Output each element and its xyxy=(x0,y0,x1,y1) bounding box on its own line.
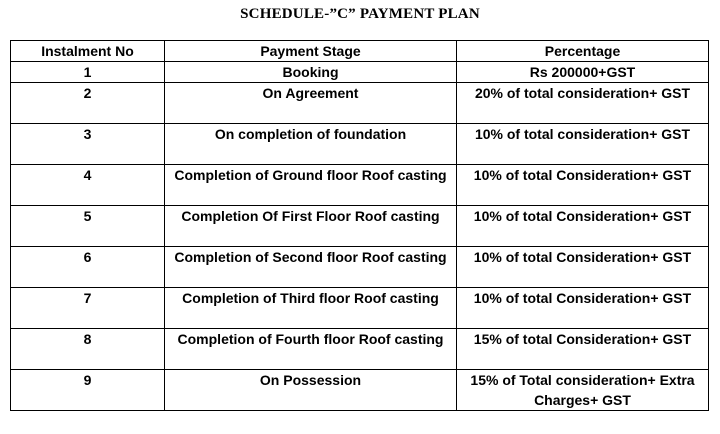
table-row xyxy=(11,165,709,206)
header-payment-stage: Payment Stage xyxy=(165,41,457,62)
table-row xyxy=(11,124,709,165)
table-row xyxy=(11,288,709,329)
payment-stage-cell: Completion of Fourth floor Roof casting xyxy=(165,329,457,370)
percentage-cell: 10% of total Consideration+ GST xyxy=(457,206,709,247)
percentage-cell: 15% of total Consideration+ GST xyxy=(457,329,709,370)
percentage-cell: 10% of total Consideration+ GST xyxy=(457,288,709,329)
payment-stage-cell: Completion of Second floor Roof casting xyxy=(165,247,457,288)
payment-plan-table xyxy=(10,40,709,411)
table-row xyxy=(11,206,709,247)
table-header-row xyxy=(11,41,709,62)
instalment-no-cell: 9 xyxy=(11,370,165,411)
payment-stage-cell: Completion of Ground floor Roof casting xyxy=(165,165,457,206)
payment-stage-cell: Booking xyxy=(165,62,457,83)
payment-stage-cell: On Possession xyxy=(165,370,457,411)
percentage-cell: 10% of total Consideration+ GST xyxy=(457,247,709,288)
instalment-no-cell: 4 xyxy=(11,165,165,206)
instalment-no-cell: 7 xyxy=(11,288,165,329)
header-percentage: Percentage xyxy=(457,41,709,62)
instalment-no-cell: 8 xyxy=(11,329,165,370)
instalment-no-cell: 2 xyxy=(11,83,165,124)
table-row xyxy=(11,62,709,83)
percentage-cell: Rs 200000+GST xyxy=(457,62,709,83)
payment-stage-cell: Completion Of First Floor Roof casting xyxy=(165,206,457,247)
instalment-no-cell: 1 xyxy=(11,62,165,83)
table-row xyxy=(11,329,709,370)
percentage-cell: 10% of total consideration+ GST xyxy=(457,124,709,165)
percentage-cell: 20% of total consideration+ GST xyxy=(457,83,709,124)
table-row xyxy=(11,370,709,411)
payment-stage-cell: On completion of foundation xyxy=(165,124,457,165)
table-row xyxy=(11,247,709,288)
payment-stage-cell: Completion of Third floor Roof casting xyxy=(165,288,457,329)
table-row xyxy=(11,83,709,124)
payment-stage-cell: On Agreement xyxy=(165,83,457,124)
instalment-no-cell: 3 xyxy=(11,124,165,165)
instalment-no-cell: 6 xyxy=(11,247,165,288)
percentage-cell: 15% of Total consideration+ Extra Charges+ GST xyxy=(457,370,709,411)
percentage-cell: 10% of total Consideration+ GST xyxy=(457,165,709,206)
page-title: SCHEDULE-”C” PAYMENT PLAN xyxy=(240,6,480,22)
header-instalment-no: Instalment No xyxy=(11,41,165,62)
instalment-no-cell: 5 xyxy=(11,206,165,247)
